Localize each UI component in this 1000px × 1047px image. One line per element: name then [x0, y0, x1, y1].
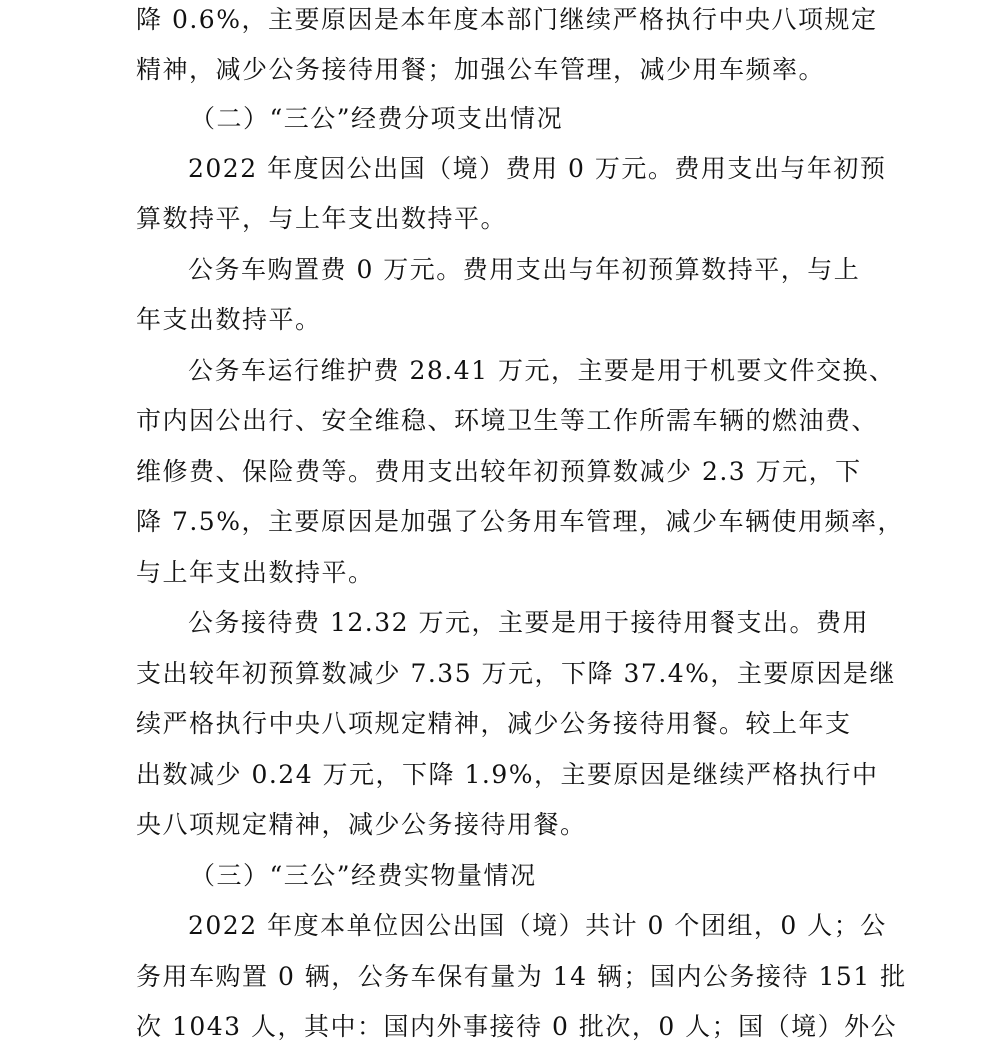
paragraph-line: 公务车运行维护费 28.41 万元，主要是用于机要文件交换、 — [188, 356, 896, 385]
paragraph-line: 公务车购置费 0 万元。费用支出与年初预算数持平，与上 — [188, 255, 861, 284]
paragraph-line: 支出较年初预算数减少 7.35 万元，下降 37.4%，主要原因是继 — [136, 659, 896, 688]
paragraph-line: 年支出数持平。 — [136, 305, 322, 334]
paragraph-line: 公务接待费 12.32 万元，主要是用于接待用餐支出。费用 — [188, 608, 869, 637]
paragraph-line: 精神，减少公务接待用餐；加强公车管理，减少用车频率。 — [136, 55, 826, 84]
paragraph-line: 维修费、保险费等。费用支出较年初预算数减少 2.3 万元，下 — [136, 457, 862, 486]
paragraph-line: 2022 年度因公出国（境）费用 0 万元。费用支出与年初预 — [188, 154, 887, 183]
paragraph-line: 出数减少 0.24 万元，下降 1.9%，主要原因是继续严格执行中 — [136, 760, 879, 789]
paragraph-line: 降 0.6%，主要原因是本年度本部门继续严格执行中央八项规定 — [136, 5, 878, 34]
paragraph-line: 降 7.5%，主要原因是加强了公务用车管理，减少车辆使用频率， — [136, 507, 904, 536]
paragraph-line: 务用车购置 0 辆，公务车保有量为 14 辆；国内公务接待 151 批 — [136, 962, 907, 991]
paragraph-line: 续严格执行中央八项规定精神，减少公务接待用餐。较上年支 — [136, 709, 852, 738]
paragraph-line: 次 1043 人，其中：国内外事接待 0 批次，0 人；国（境）外公 — [136, 1012, 898, 1041]
section-heading-2: （二）“三公”经费分项支出情况 — [190, 104, 564, 133]
section-heading-3: （三）“三公”经费实物量情况 — [190, 861, 537, 890]
paragraph-line: 与上年支出数持平。 — [136, 558, 375, 587]
paragraph-line: 算数持平，与上年支出数持平。 — [136, 204, 508, 233]
paragraph-line: 央八项规定精神，减少公务接待用餐。 — [136, 810, 587, 839]
paragraph-line: 2022 年度本单位因公出国（境）共计 0 个团组，0 人；公 — [188, 911, 887, 940]
paragraph-line: 市内因公出行、安全维稳、环境卫生等工作所需车辆的燃油费、 — [136, 406, 879, 435]
